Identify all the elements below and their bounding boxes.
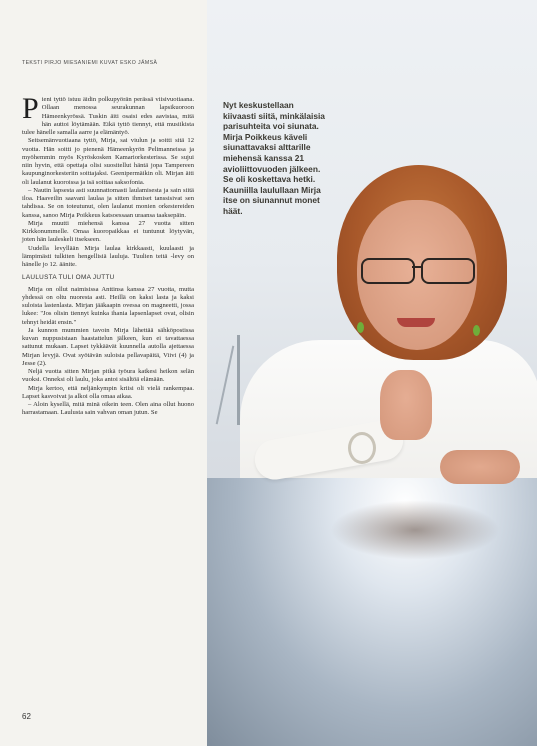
pull-quote: Nyt keskustellaan kiivaasti siitä, minkälaisia parisuhteita voi siunata. Mirja Poikkeus käveli siunattavaksi alttarille miehensä kanssa 21 avioliittovuoden jälkeen. Se oli koskettava hetki. Kauniilla laulullaan Mirja itse on siunannut monet häät. — [223, 100, 325, 216]
right-earring — [473, 325, 480, 336]
paragraph-8: Neljä vuotta sitten Mirjan pitkä työura katkesi heikon selän vuoksi. Onneksi oli laulu, joka antoi sisältöä elämään. — [22, 368, 194, 384]
hand-under-chin — [380, 370, 432, 440]
right-lens — [421, 258, 475, 284]
glasses-icon — [357, 258, 483, 282]
article-body — [22, 92, 194, 418]
left-lens — [361, 258, 415, 284]
credits-line: TEKSTI PIRJO MIESANIEMI KUVAT ESKO JÄMSÄ — [22, 60, 158, 66]
paragraph-4: Mirja muutti miehensä kanssa 27 vuotta sitten Kirkkonummelle. Omaa kuoropaikkaa ei tuntunut löytyvän, joten hän lauleskeli itsekseen. — [22, 219, 194, 244]
roof-reflection — [330, 500, 500, 560]
paragraph-3: – Nautin lapsesta asti suunnattomasti laulamisesta ja sain siitä iloa. Haaveilin saavani laulaa ja sitten ihmiset tanssisivat sen tahdissa. Se on toteutunut, olen laulanut monien orkestereiden kanssa, sanoo Mirja Poikkeus katsoessaan uraansa taaksepäin. — [22, 186, 194, 219]
resting-hand — [440, 450, 520, 484]
page-number: 62 — [22, 712, 31, 721]
smile — [397, 318, 435, 327]
subheading: LAULUSTA TULI OMA JUTTU — [22, 274, 115, 282]
paragraph-2: Seitsemänvuotiaana tyttö, Mirja, sai viulun ja soitti sitä 12 vuotta. Hän soitti jo pienenä Hämeenkyrön Pelimanneissa ja myöhemmin myös Kyröskosken Kamariorkesterissa. Se sujui niin hyvin, että opettaja olisi suositellut häntä jopa Tampereen kaupunginorkesteriin soittajaksi. Geenipermäikin oli. Mirjan äiti oli laulanut kuoroissa ja isä soittaa saksofonia. — [22, 137, 194, 186]
paragraph-1: Pieni tyttö istuu äidin polkupyörän perässä viisivuotiaana. Ollaan menossa seurakunnan lapsikuoroon Hämeenkyrössä. Tuskin äiti osaisi edes aavistaa, mitä hän auttoi löytämään. Eikä tyttö tiennyt, että musiikista tulee hänelle samalla aarre ja elämäntyö. — [22, 92, 194, 136]
paragraph-5: Uudella levyllään Mirja laulaa kirkkaasti, kuulaasti ja lämpimästi tulkiten hengellisiä lauluja. Tuulien teitä -levy on hänelle jo 12. äänite. — [22, 244, 194, 268]
paragraph-9: Mirja kertoo, että neljänkympin kriisi oli vielä rankempaa. Lapset kasvoivat ja alkoi olla omaa aikaa. — [22, 384, 194, 400]
paragraph-7: Ja kunnon mummien tavoin Mirja lähettää sähköpostissa kuvan nuppusistaan haastattelun jälkeen, kun ei tavattaessa sattunut mukaan. Lapset tykkäävät kuunnella autolla ajettaessa Mirjan levyjä. Ovat syötävän suloisia pellavapäitä, Viivi (4) ja Jesse (2). — [22, 326, 194, 367]
paragraph-6: Mirja on ollut naimisissa Anttinsa kanssa 27 vuotta, mutta yhdessä on oltu nuoresta asti. Heillä on kaksi lasta ja kaksi suloista lastenlasta. Mirjan jääkaapin ovessa on magneetti, jossa lukee: "Jos olisin tiennyt kuinka ihania lapsenlapset ovat, olisin tehnyt heidät ensin." — [22, 285, 194, 326]
paragraph-10: – Aloin kysellä, mitä minä oikein teen. Olen aina ollut huono harrastamaan. Laulusta sain vahvan oman jutun. Se — [22, 401, 194, 417]
drop-cap: P — [22, 92, 39, 125]
left-earring — [357, 322, 364, 333]
bracelet — [348, 432, 376, 464]
